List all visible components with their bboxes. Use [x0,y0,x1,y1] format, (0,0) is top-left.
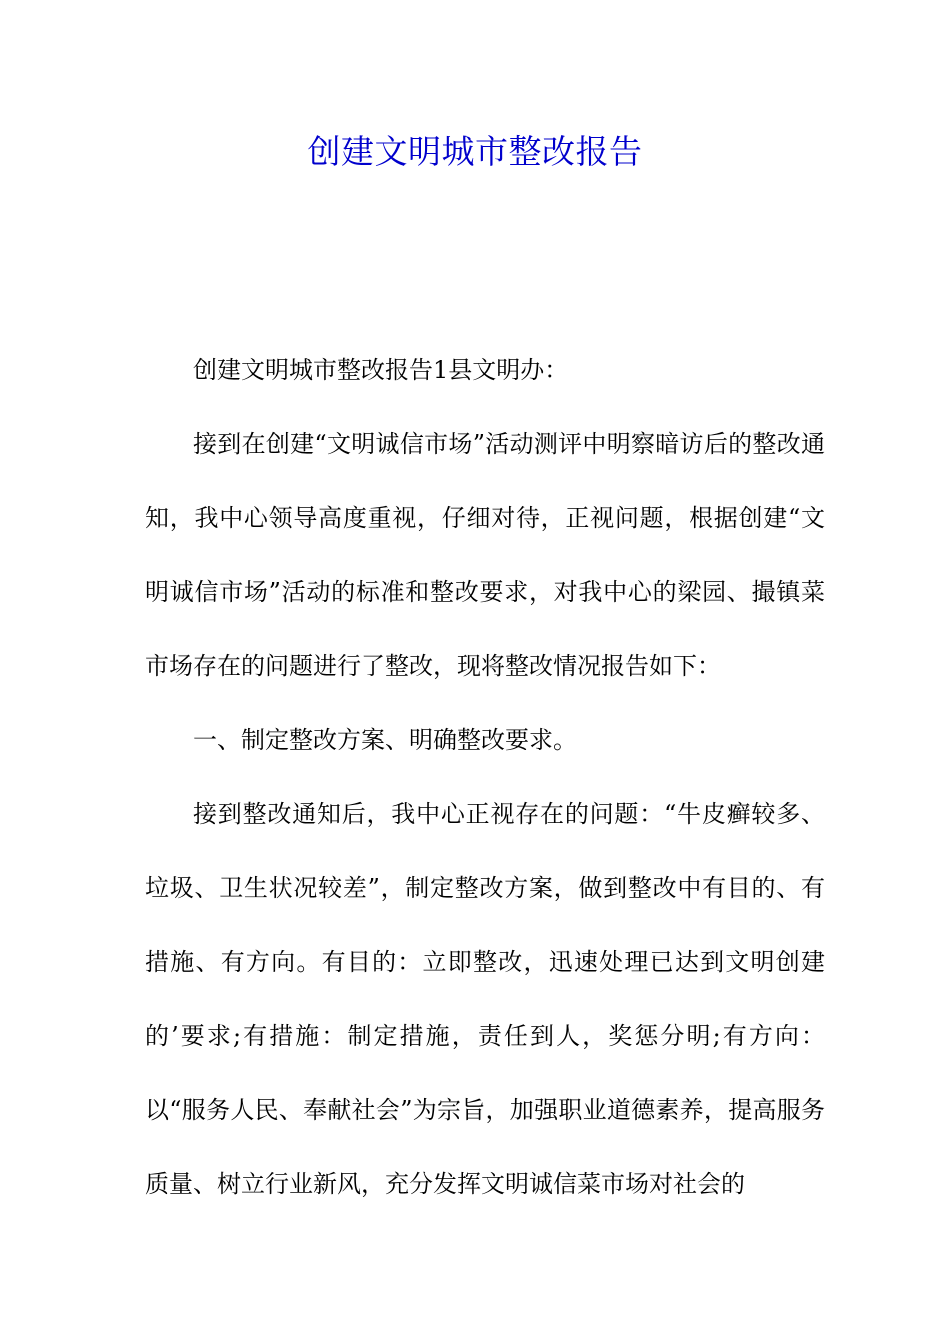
paragraph-section-one-body: 接到整改通知后，我中心正视存在的问题：“牛皮癣较多、垃圾、卫生状况较差”，制定整改方案，做到整改中有目的、有措施、有方向。有目的：立即整改，迅速处理已达到文明创建的’要求;有措施：制定措施，责任到人，奖惩分明;有方向：以“服务人民、奉献社会”为宗旨，加强职业道德素养，提高服务质量、树立行业新风，充分发挥文明诚信菜市场对社会的 [145,800,825,1198]
paragraph-heading-line: 创建文明城市整改报告1县文明办： [193,356,569,384]
paragraph-section-one-heading: 一、制定整改方案、明确整改要求。 [193,726,577,754]
document-body [145,333,825,1221]
paragraph-notice: 接到在创建“文明诚信市场”活动测评中明察暗访后的整改通知，我中心领导高度重视，仔细对待，正视问题，根据创建“文明诚信市场”活动的标准和整改要求，对我中心的梁园、撮镇菜市场存在的问题进行了整改，现将整改情况报告如下： [145,430,825,680]
document-title: 创建文明城市整改报告 [307,132,643,171]
